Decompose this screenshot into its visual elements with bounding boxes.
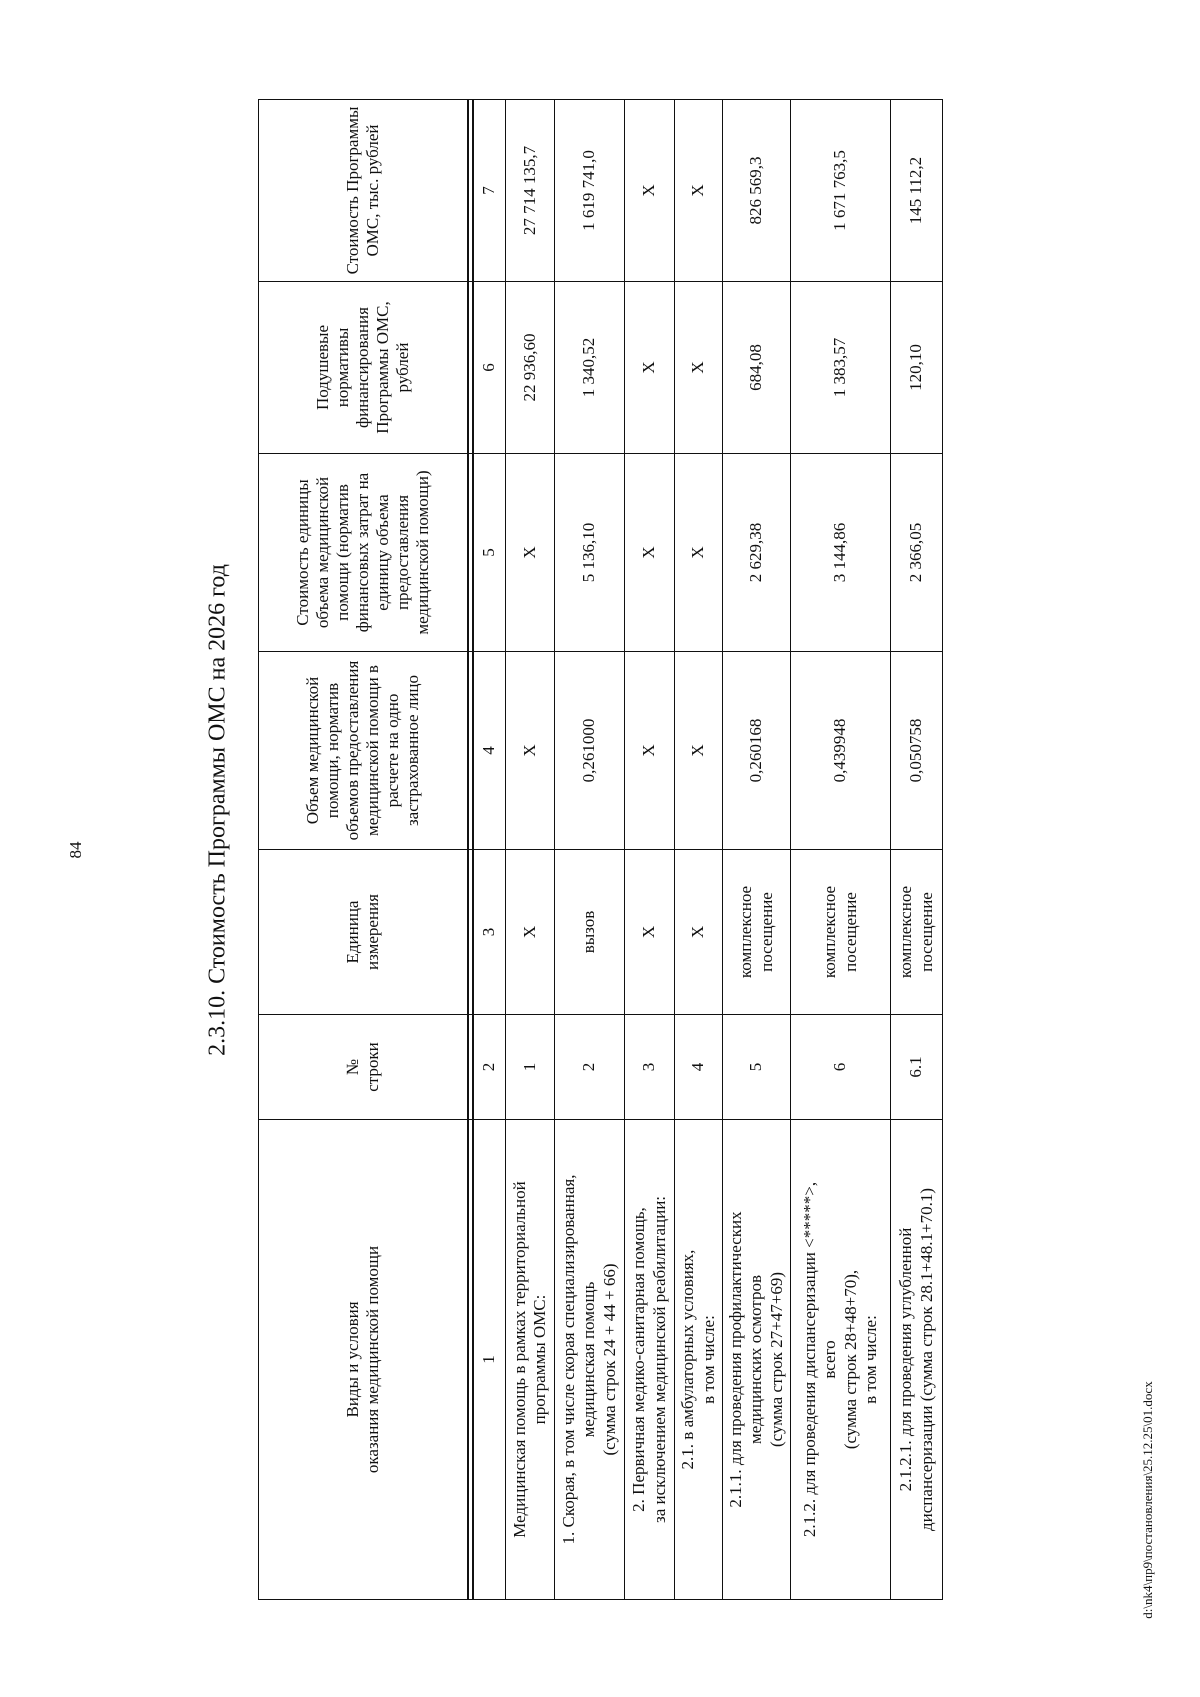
column-number: 1 [473,1120,506,1600]
cell-volume: X [506,652,555,850]
table-row [791,100,891,1600]
column-number: 3 [473,850,506,1015]
header-row [259,100,469,1600]
row-label: 2.1.2.1. для проведения углубленной диспансеризации (сумма строк 28.1+48.1+70.1) [891,1120,943,1600]
header-total-cost: Стоимость Программы ОМС, тыс. рублей [259,100,469,282]
column-number: 2 [473,1015,506,1120]
column-number: 6 [473,282,506,454]
header-row-number: № строки [259,1015,469,1120]
cell-unit-cost: 2 629,38 [723,454,791,652]
column-number: 4 [473,652,506,850]
header-unit: Единица измерения [259,850,469,1015]
header-unit-cost: Стоимость единицы объема медицинской помощи (норматив финансовых затрат на единицу объема предоставления медицинской помощи) [259,454,469,652]
column-number: 7 [473,100,506,282]
cell-volume: X [675,652,723,850]
table-row [723,100,791,1600]
cell-unit: комплексное посещение [723,850,791,1015]
cell-volume: 0,050758 [891,652,943,850]
table-row [555,100,625,1600]
cell-total-cost: 1 619 741,0 [555,100,625,282]
cell-unit-cost: X [625,454,675,652]
cell-row-number: 2 [555,1015,625,1120]
cell-row-number: 3 [625,1015,675,1120]
cell-per-capita: 120,10 [891,282,943,454]
cell-row-number: 5 [723,1015,791,1120]
cell-unit: X [625,850,675,1015]
cell-unit-cost: X [675,454,723,652]
cost-table [258,99,943,1600]
cell-total-cost: 1 671 763,5 [791,100,891,282]
cell-unit-cost: 2 366,05 [891,454,943,652]
cell-total-cost: X [625,100,675,282]
table-title: 2.3.10. Стоимость Программы ОМС на 2026 год [204,564,231,1056]
row-label: 2.1.1. для проведения профилактических медицинских осмотров (сумма строк 27+47+69) [723,1120,791,1600]
header-volume: Объем медицинской помощи, норматив объемов предоставления медицинской помощи в расчете на одно застрахованное лицо [259,652,469,850]
cell-per-capita: 1 383,57 [791,282,891,454]
row-label: 2.1. в амбулаторных условиях, в том числе: [675,1120,723,1600]
header-types: Виды и условия оказания медицинской помощи [259,1120,469,1600]
cell-unit-cost: 5 136,10 [555,454,625,652]
row-label: 2. Первичная медико-санитарная помощь, за исключением медицинской реабилитации: [625,1120,675,1600]
cell-total-cost: X [675,100,723,282]
cell-unit: X [675,850,723,1015]
cell-volume: X [625,652,675,850]
cell-unit-cost: X [506,454,555,652]
table-row [625,100,675,1600]
cell-total-cost: 826 569,3 [723,100,791,282]
table-row [506,100,555,1600]
row-label: Медицинская помощь в рамках территориальной программы ОМС: [506,1120,555,1600]
cell-volume: 0,439948 [791,652,891,850]
cell-row-number: 6.1 [891,1015,943,1120]
cell-unit: вызов [555,850,625,1015]
cell-row-number: 1 [506,1015,555,1120]
table-row [675,100,723,1600]
rotated-table-container [258,100,970,1600]
cell-total-cost: 145 112,2 [891,100,943,282]
row-label: 2.1.2. для проведения диспансеризации <*****>, всего (сумма строк 28+48+70), в том числе: [791,1120,891,1600]
table-row [891,100,943,1600]
cell-volume: 0,261000 [555,652,625,850]
header-per-capita: Подушевые нормативы финансирования Программы ОМС, рублей [259,282,469,454]
cell-per-capita: X [675,282,723,454]
page-number: 84 [66,841,85,859]
column-numbers-row [473,100,506,1600]
cell-unit-cost: 3 144,86 [791,454,891,652]
row-label: 1. Скорая, в том числе скорая специализированная, медицинская помощь (сумма строк 24 + 44 + 66) [555,1120,625,1600]
cell-unit: комплексное посещение [891,850,943,1015]
cell-unit: комплексное посещение [791,850,891,1015]
column-number: 5 [473,454,506,652]
cell-per-capita: 684,08 [723,282,791,454]
cell-per-capita: 22 936,60 [506,282,555,454]
cell-row-number: 4 [675,1015,723,1120]
cell-row-number: 6 [791,1015,891,1120]
file-path: d:\nk4\пр9\постановления\25.12.25\01.docx [1140,1381,1155,1619]
cell-per-capita: 1 340,52 [555,282,625,454]
cell-total-cost: 27 714 135,7 [506,100,555,282]
cell-per-capita: X [625,282,675,454]
cell-volume: 0,260168 [723,652,791,850]
cell-unit: X [506,850,555,1015]
